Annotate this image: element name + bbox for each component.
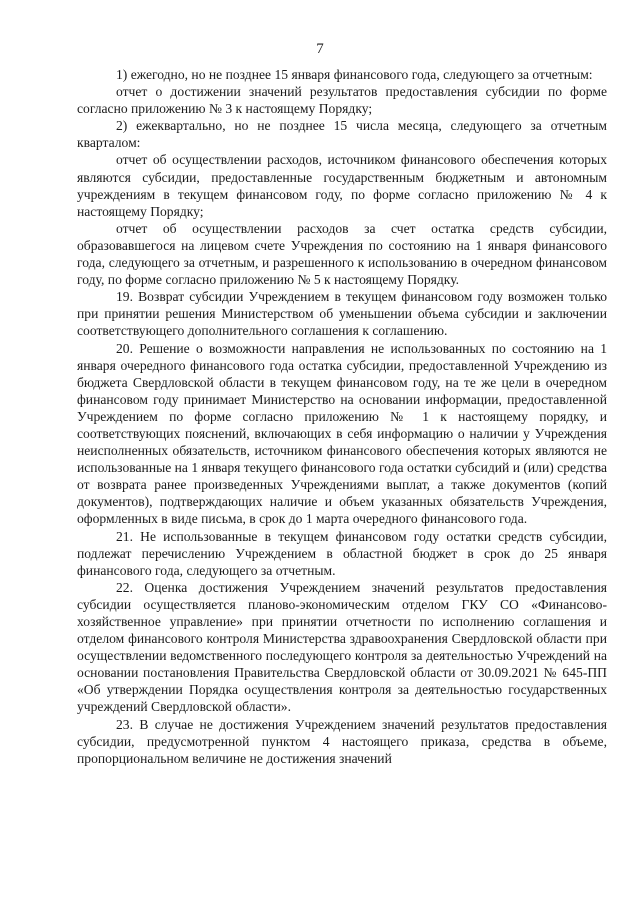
- paragraph-remainder-expenses-report: отчет об осуществлении расходов за счет остатка средств субсидии, образовавшегося на лицевом счете Учреждения по состоянию на 1 января финансового года, следующего за отчетным, и разрешенного к использованию в очередном финансовом году, по форме согласно приложению № 5 к настоящему Порядку.: [77, 220, 607, 288]
- paragraph-clause-20: 20. Решение о возможности направления не использованных по состоянию на 1 января очередного финансового года остатка субсидии, предоставленной Учреждению из бюджета Свердловской области в текущем финансовом году, на те же цели в очередном финансовом году принимает Министерство на основании информации, предоставленной Учреждением по форме согласно приложению № 1 к настоящему порядку, и соответствующих пояснений, включающих в себя информацию о наличии у Учреждения неисполненных обязательств, источником финансового обеспечения которых являются не использованные на 1 января текущего финансового года остатки субсидий и (или) средства от возврата ранее произведенных Учреждениями выплат, а также документов (копий документов), подтверждающих наличие и объем указанных обязательств Учреждения, оформленных в виде письма, в срок до 1 марта очередного финансового года.: [77, 340, 608, 527]
- paragraph-clause-19: 19. Возврат субсидии Учреждением в текущем финансовом году возможен только при принятии решения Министерством об уменьшении объема субсидии и заключении соответствующего дополнительного соглашения к соглашению.: [77, 289, 607, 339]
- paragraph-clause-23: 23. В случае не достижения Учреждением значений результатов предоставления субсидии, предусмотренной пунктом 4 настоящего приказа, средства в объеме, пропорциональном величине не достижения значений: [77, 716, 607, 766]
- paragraph-quarterly-report-deadline: 2) ежеквартально, но не позднее 15 числа месяца, следующего за отчетным кварталом:: [77, 118, 607, 151]
- paragraph-expenses-report: отчет об осуществлении расходов, источником финансового обеспечения которых являются субсидии, предоставленные государственным бюджетным и автономным учреждениям в текущем финансовом году, по форме согласно приложению № 4 к настоящему Порядку;: [77, 152, 607, 219]
- paragraph-results-report: отчет о достижении значений результатов предоставления субсидии по форме согласно приложению № 3 к настоящему Порядку;: [77, 84, 607, 117]
- page-number: 7: [316, 41, 324, 57]
- paragraph-clause-21: 21. Не использованные в текущем финансовом году остатки средств субсидии, подлежат перечислению Учреждением в областной бюджет в срок до 25 января финансового года, следующего за отчетным.: [77, 528, 607, 578]
- paragraph-annual-report-deadline: 1) ежегодно, но не позднее 15 января финансового года, следующего за отчетным:: [116, 67, 593, 82]
- document-body: [77, 66, 607, 767]
- paragraph-clause-22: 22. Оценка достижения Учреждением значений результатов предоставления субсидии осуществляется планово-экономическим отделом ГКУ СО «Финансово-хозяйственное управление» при принятии отчетности по исполнению соглашения и отделом финансового контроля Министерства здравоохранения Свердловской области при осуществлении ведомственного последующего контроля за деятельностью Учреждений на основании постановления Правительства Свердловской области от 30.09.2021 № 645-ПП «Об утверждении Порядка осуществления контроля за деятельностью государственных учреждений Свердловской области».: [77, 579, 607, 715]
